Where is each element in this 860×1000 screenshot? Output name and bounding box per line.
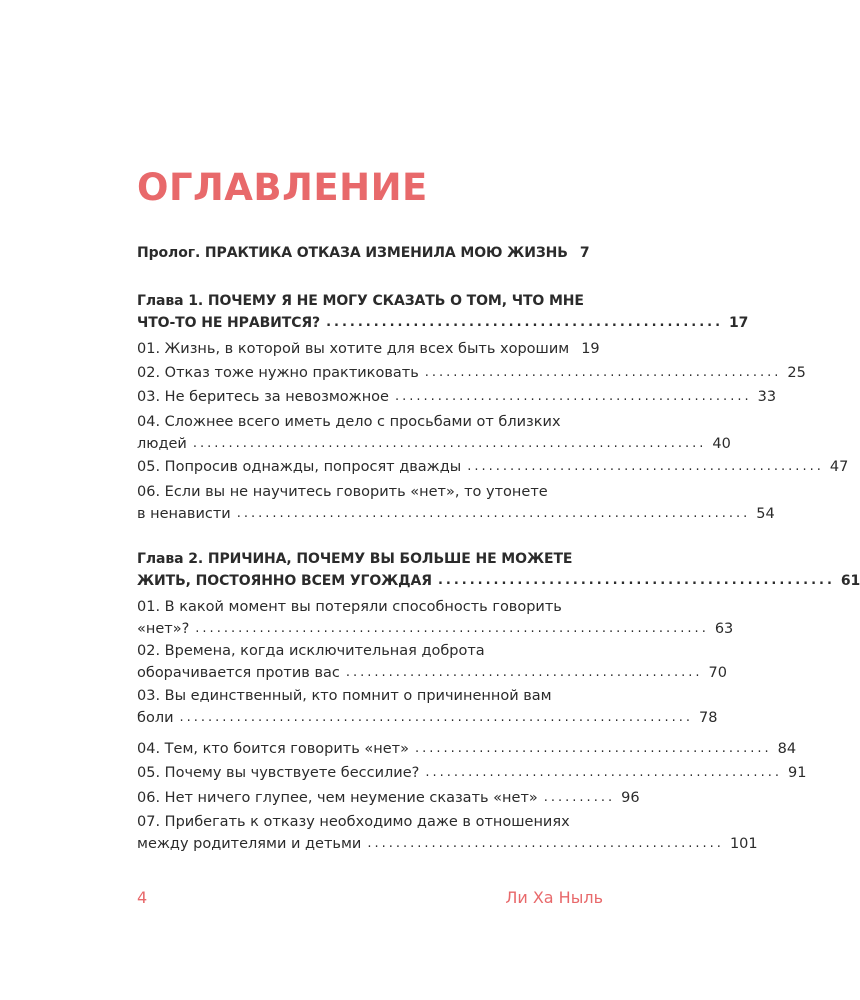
toc-page-number: 33: [757, 389, 777, 405]
toc-entry[interactable]: 02. Времена, когда исключительная доброта оборачивается против вас .................................................. 70: [137, 640, 582, 684]
toc-page-number: 91: [787, 765, 807, 781]
toc-entry-text: 01. В какой момент вы потеряли способность говорить: [137, 599, 562, 615]
toc-page-number: 96: [621, 790, 640, 806]
running-footer-author: Ли Ха Ныль: [505, 888, 603, 907]
toc-entry-text: Глава 1. ПОЧЕМУ Я НЕ МОГУ СКАЗАТЬ О ТОМ, ЧТО МНЕ: [137, 293, 584, 309]
toc-entry-text: 03. Не беритесь за невозможное: [137, 389, 389, 405]
toc-entry[interactable]: 04. Сложнее всего иметь дело с просьбами от близких людей ........................................................................ 40: [137, 411, 582, 455]
toc-entry[interactable]: 05. Почему вы чувствуете бессилие? .................................................. 91: [137, 762, 582, 784]
toc-entry-text: 02. Отказ тоже нужно практиковать: [137, 365, 419, 381]
toc-entry-text: 05. Попросив однажды, попросят дважды: [137, 459, 462, 475]
toc-entry[interactable]: 06. Нет ничего глупее, чем неумение сказать «нет» .......... 96: [137, 787, 582, 809]
toc-page-number: 61: [840, 573, 860, 589]
toc-entry-text: между родителями и детьми: [137, 836, 362, 852]
toc-entry-prologue[interactable]: [137, 242, 590, 264]
toc-entry[interactable]: 06. Если вы не научитесь говорить «нет», то утонете в ненависти ........................................................................ 54: [137, 481, 582, 525]
toc-entry-text: «нет»?: [137, 621, 190, 637]
toc-entry-text: 02. Времена, когда исключительная доброта: [137, 643, 485, 659]
toc-entry-chapter-1[interactable]: Глава 1. ПОЧЕМУ Я НЕ МОГУ СКАЗАТЬ О ТОМ, ЧТО МНЕ ЧТО-ТО НЕ НРАВИТСЯ? .................................................. 17: [137, 290, 582, 334]
toc-page-number: 84: [777, 741, 797, 757]
toc-entry[interactable]: 05. Попросив однажды, попросят дважды .................................................. 47: [137, 456, 582, 478]
toc-page-number: 78: [699, 710, 718, 726]
toc-entry[interactable]: 02. Отказ тоже нужно практиковать .................................................. 25: [137, 362, 582, 384]
toc-entry[interactable]: 07. Прибегать к отказу необходимо даже в отношениях между родителями и детьми .................................................. 101: [137, 811, 582, 855]
toc-entry[interactable]: 04. Тем, кто боится говорить «нет» .................................................. 84: [137, 738, 582, 760]
toc-entry[interactable]: 03. Вы единственный, кто помнит о причиненной вам боли ........................................................................ 78: [137, 685, 582, 729]
toc-page-number: 70: [708, 665, 727, 681]
toc-entry-text: 07. Прибегать к отказу необходимо даже в отношениях: [137, 814, 570, 830]
toc-entry[interactable]: 03. Не беритесь за невозможное .................................................. 33: [137, 386, 582, 408]
toc-entry-text: 01. Жизнь, в которой вы хотите для всех быть хорошим: [137, 341, 570, 357]
page-number: 4: [137, 888, 148, 907]
toc-entry-chapter-2[interactable]: Глава 2. ПРИЧИНА, ПОЧЕМУ ВЫ БОЛЬШЕ НЕ МОЖЕТЕ ЖИТЬ, ПОСТОЯННО ВСЕМ УГОЖДАЯ .................................................. 61: [137, 548, 582, 592]
toc-entry-text: оборачивается против вас: [137, 665, 340, 681]
toc-page-number: 54: [756, 506, 775, 522]
toc-page-number: 101: [729, 836, 758, 852]
toc-entry[interactable]: [137, 338, 600, 360]
toc-entry-text: ЖИТЬ, ПОСТОЯННО ВСЕМ УГОЖДАЯ: [137, 573, 432, 589]
toc-page-number: 40: [712, 436, 731, 452]
toc-page-number: 47: [829, 459, 849, 475]
toc-page-number: 17: [729, 315, 749, 331]
toc-entry-text: 05. Почему вы чувствуете бессилие?: [137, 765, 420, 781]
toc-page-number: 63: [714, 621, 734, 637]
toc-entry-text: Глава 2. ПРИЧИНА, ПОЧЕМУ ВЫ БОЛЬШЕ НЕ МОЖЕТЕ: [137, 551, 573, 567]
toc-entry-text: 06. Нет ничего глупее, чем неумение сказать «нет»: [137, 790, 538, 806]
toc-entry-text: боли: [137, 710, 174, 726]
toc-entry-text: Пролог. ПРАКТИКА ОТКАЗА ИЗМЕНИЛА МОЮ ЖИЗНЬ: [137, 245, 568, 261]
toc-entry[interactable]: 01. В какой момент вы потеряли способность говорить «нет»? ........................................................................ 63: [137, 596, 582, 640]
toc-entry-text: в ненависти: [137, 506, 231, 522]
toc-page-number: 25: [787, 365, 806, 381]
toc-entry-text: ЧТО-ТО НЕ НРАВИТСЯ?: [137, 315, 321, 331]
toc-entry-text: 04. Сложнее всего иметь дело с просьбами от близких: [137, 414, 561, 430]
toc-entry-text: 06. Если вы не научитесь говорить «нет», то утонете: [137, 484, 548, 500]
toc-page-number: 19: [581, 341, 600, 357]
toc-entry-text: людей: [137, 436, 187, 452]
page-title: ОГЛАВЛЕНИЕ: [137, 166, 428, 209]
toc-entry-text: 03. Вы единственный, кто помнит о причиненной вам: [137, 688, 552, 704]
toc-entry-text: 04. Тем, кто боится говорить «нет»: [137, 741, 410, 757]
toc-page-number: 7: [579, 245, 590, 261]
